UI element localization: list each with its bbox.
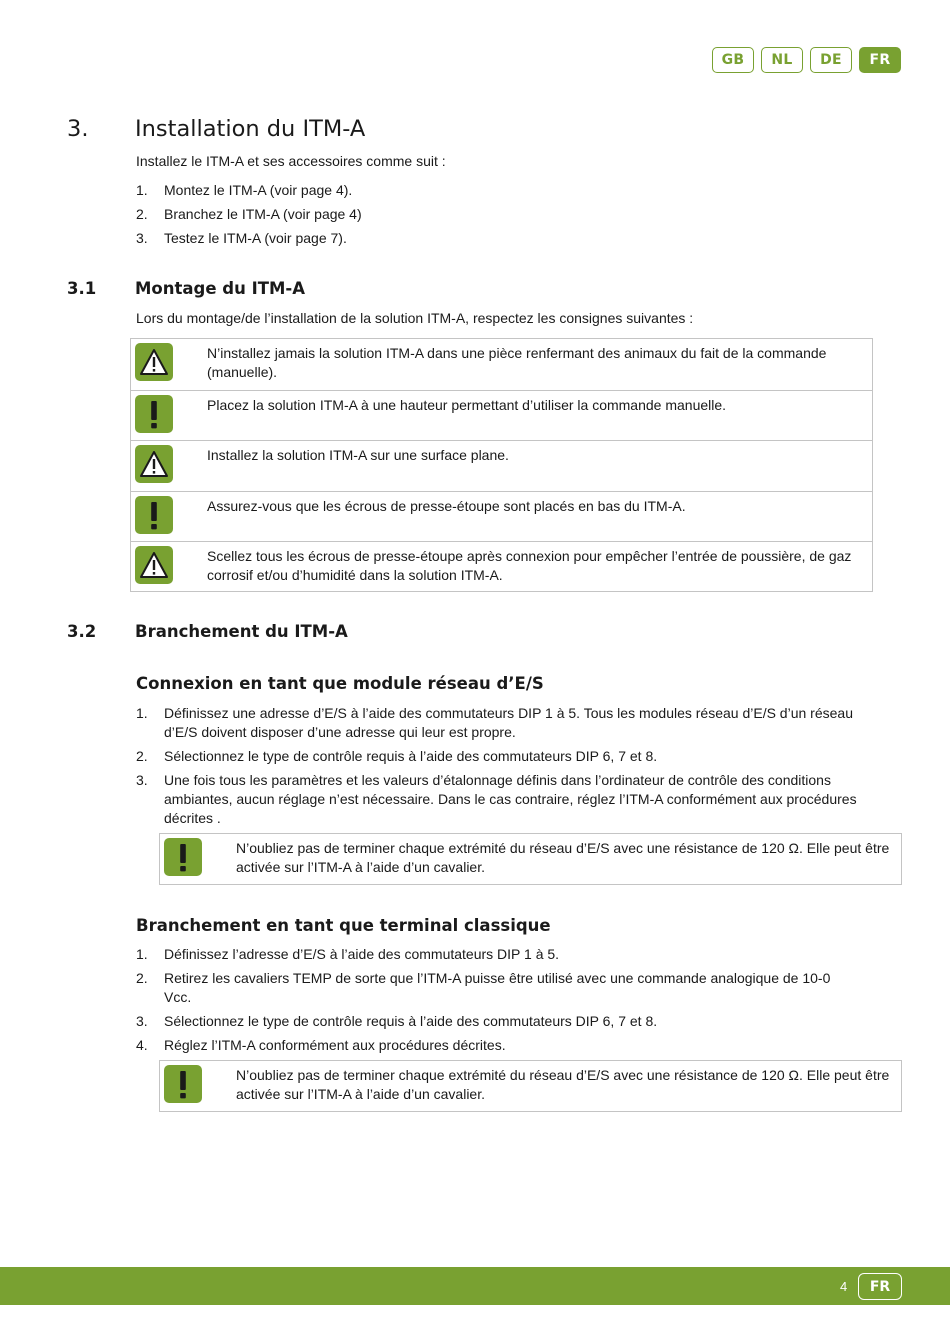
section-title: Installation du ITM-A [135,116,366,142]
list-item: 4. Réglez l’ITM-A conformément aux procédures décrites. [136,1037,506,1053]
notice-text: Placez la solution ITM-A à une hauteur permettant d’utiliser la commande manuelle. [207,397,727,413]
warning-triangle-icon [135,546,173,584]
section-3-intro: Installez le ITM-A et ses accessoires comme suit : [136,153,446,169]
language-tabs [712,47,901,73]
footer-bar [0,1267,950,1305]
list-item: 1. Montez le ITM-A (voir page 4). [136,182,353,198]
list-item: 1. Définissez une adresse d’E/S à l’aide des commutateurs DIP 1 à 5. Tous les modules réseau d’E/S d’un réseau d’E/S doivent disposer d’une adresse qui leur est propre. [136,705,853,740]
section-title: Montage du ITM-A [135,279,306,298]
section-3-1-heading [67,279,305,298]
exclamation-icon [135,395,173,433]
safety-notices-table [130,338,873,592]
notice-row [131,541,872,591]
notice-row [160,834,901,884]
section-3-2-heading [67,622,348,641]
notice-text: N’oubliez pas de terminer chaque extrémité du réseau d’E/S avec une résistance de 120 Ω. Elle peut être activée sur l’ITM-A à l’aide d’un cavalier. [236,840,890,875]
lang-tab-fr[interactable]: FR [859,47,901,73]
section-3-steps [136,181,876,253]
section-3-heading [67,116,365,142]
notice-text: N’installez jamais la solution ITM-A dans une pièce renfermant des animaux du fait de la commande (manuelle). [207,345,827,380]
notice-row [131,390,872,440]
warning-triangle-icon [135,343,173,381]
exclamation-icon [164,838,202,876]
list-item: 3. Sélectionnez le type de contrôle requis à l’aide des commutateurs DIP 6, 7 et 8. [136,1013,658,1029]
list-item: 2. Sélectionnez le type de contrôle requis à l’aide des commutateurs DIP 6, 7 et 8. [136,748,658,764]
section-3-1-intro: Lors du montage/de l’installation de la solution ITM-A, respectez les consignes suivantes : [136,310,694,326]
classic-terminal-heading: Branchement en tant que terminal classique [136,916,551,935]
notice-text: Assurez-vous que les écrous de presse-étoupe sont placés en bas du ITM-A. [207,498,686,514]
network-notice-table [159,833,902,885]
lang-tab-de[interactable]: DE [810,47,852,73]
notice-row [131,491,872,541]
notice-text: Scellez tous les écrous de presse-étoupe après connexion pour empêcher l’entrée de poussière, de gaz corrosif et/ou d’humidité dans la solution ITM-A. [207,548,852,583]
section-number: 3.1 [67,279,97,298]
section-number: 3.2 [67,622,97,641]
notice-text: Installez la solution ITM-A sur une surface plane. [207,447,509,463]
network-module-heading: Connexion en tant que module réseau d’E/S [136,674,544,693]
list-item: 3. Une fois tous les paramètres et les valeurs d’étalonnage définis dans l’ordinateur de contrôle des conditions ambiantes, aucun réglage n’est nécessaire. Dans le cas contraire, réglez l’ITM-A conformément aux procédures décrites . [136,772,857,826]
notice-row [131,339,872,390]
footer-language-badge: FR [858,1273,902,1300]
list-item: 1. Définissez l’adresse d’E/S à l’aide des commutateurs DIP 1 à 5. [136,946,560,962]
page-number: 4 [840,1279,848,1294]
lang-tab-gb[interactable]: GB [712,47,754,73]
section-title: Branchement du ITM-A [135,622,348,641]
notice-row [131,440,872,491]
lang-tab-nl[interactable]: NL [761,47,803,73]
exclamation-icon [135,496,173,534]
list-item: 3. Testez le ITM-A (voir page 7). [136,230,347,246]
notice-row [160,1061,901,1111]
notice-text: N’oubliez pas de terminer chaque extrémité du réseau d’E/S avec une résistance de 120 Ω. Elle peut être activée sur l’ITM-A à l’aide d’un cavalier. [236,1067,890,1102]
exclamation-icon [164,1065,202,1103]
classic-notice-table [159,1060,902,1112]
classic-terminal-steps [136,945,836,1060]
list-item: 2. Branchez le ITM-A (voir page 4) [136,206,362,222]
warning-triangle-icon [135,445,173,483]
section-number: 3. [67,116,89,142]
list-item: 2. Retirez les cavaliers TEMP de sorte que l’ITM-A puisse être utilisé avec une commande analogique de 10-0 Vcc. [136,970,831,1005]
network-module-steps [136,704,876,833]
